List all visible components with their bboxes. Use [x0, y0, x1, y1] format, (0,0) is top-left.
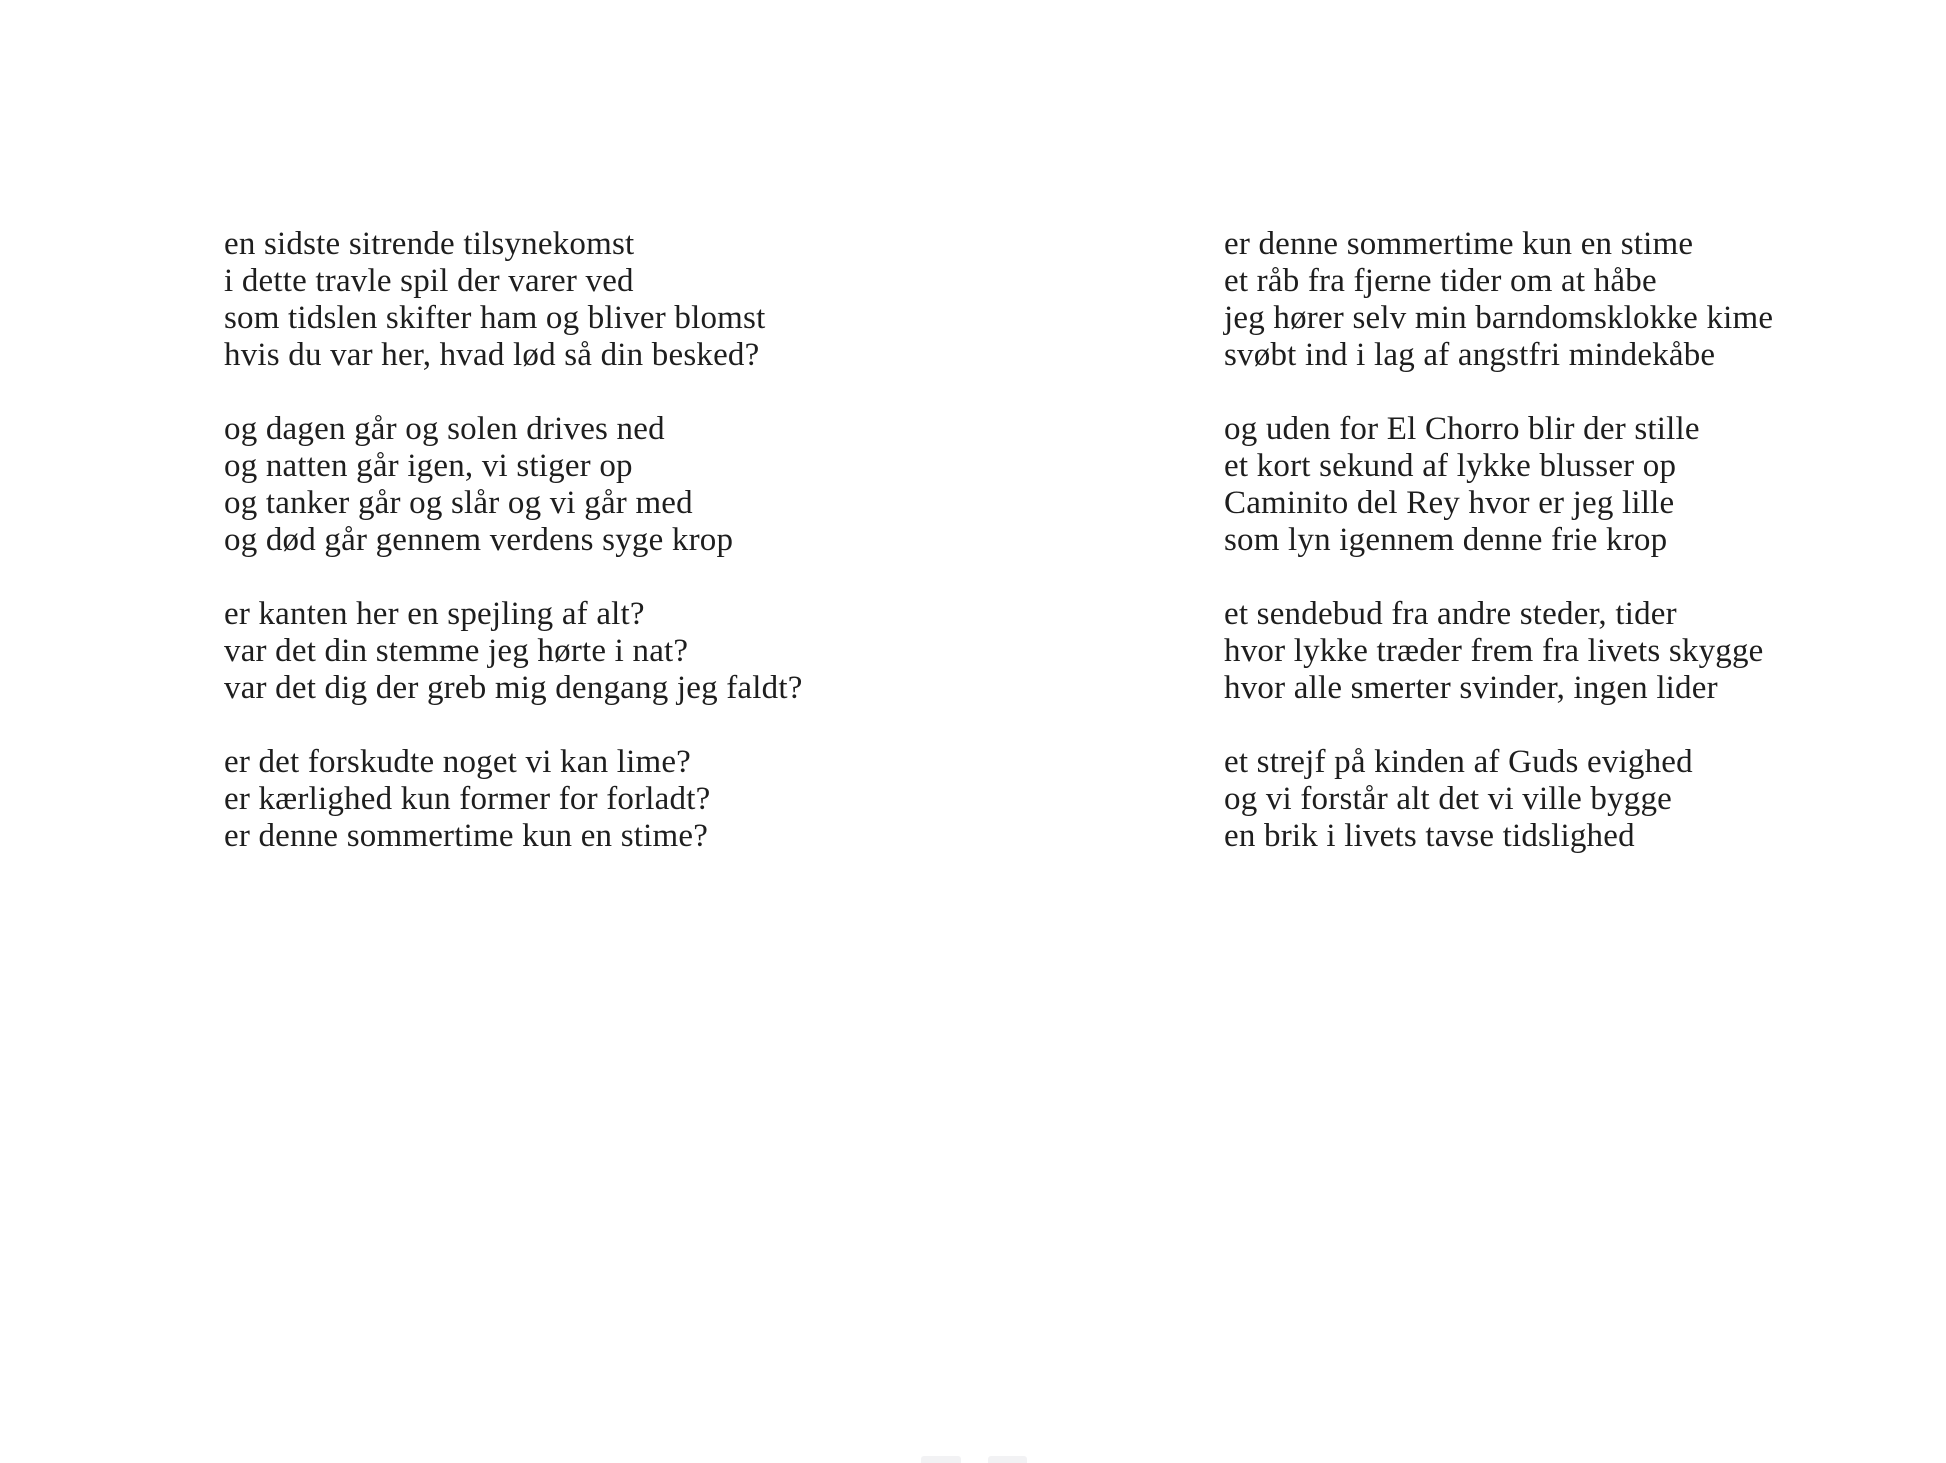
- poem-line: og uden for El Chorro blir der stille: [1224, 411, 1700, 447]
- poem-line: og dagen går og solen drives ned: [224, 411, 665, 447]
- poem-line: et strejf på kinden af Guds evighed: [1224, 744, 1693, 780]
- stanza: [224, 596, 904, 707]
- poem-line: hvor lykke træder frem fra livets skygge: [1224, 633, 1764, 669]
- bottom-page-control-right[interactable]: [988, 1456, 1027, 1463]
- poem-line: og natten går igen, vi stiger op: [224, 448, 633, 484]
- poem-line: er det forskudte noget vi kan lime?: [224, 744, 692, 780]
- poem-line: jeg hører selv min barndomsklokke kime: [1224, 300, 1774, 336]
- stanza: [224, 226, 904, 374]
- poem-line: er denne sommertime kun en stime?: [224, 818, 709, 854]
- poem-line: som tidslen skifter ham og bliver blomst: [224, 300, 766, 336]
- bottom-page-control-left[interactable]: [921, 1456, 961, 1463]
- poem-line: som lyn igennem denne frie krop: [1224, 522, 1668, 558]
- stanza: [224, 744, 904, 855]
- poem-line: en sidste sitrende tilsynekomst: [224, 226, 635, 262]
- poem-line: et kort sekund af lykke blusser op: [1224, 448, 1677, 484]
- poem-line: var det dig der greb mig dengang jeg faldt?: [224, 670, 803, 706]
- poem-line: svøbt ind i lag af angstfri mindekåbe: [1224, 337, 1716, 373]
- stanza: [1224, 411, 1904, 559]
- poem-line: Caminito del Rey hvor er jeg lille: [1224, 485, 1675, 521]
- stanza: [1224, 744, 1904, 855]
- poem-line: er denne sommertime kun en stime: [1224, 226, 1694, 262]
- stanza: [1224, 596, 1904, 707]
- poem-line: og død går gennem verdens syge krop: [224, 522, 734, 558]
- poem-line: hvor alle smerter svinder, ingen lider: [1224, 670, 1718, 706]
- poem-line: er kærlighed kun former for forladt?: [224, 781, 711, 817]
- right-page-poem-column: [1224, 226, 1904, 892]
- stanza: [1224, 226, 1904, 374]
- poem-line: en brik i livets tavse tidslighed: [1224, 818, 1635, 854]
- poem-line: et råb fra fjerne tider om at håbe: [1224, 263, 1657, 299]
- poem-line: et sendebud fra andre steder, tider: [1224, 596, 1677, 632]
- poem-line: i dette travle spil der varer ved: [224, 263, 634, 299]
- poem-line: er kanten her en spejling af alt?: [224, 596, 645, 632]
- poem-line: og tanker går og slår og vi går med: [224, 485, 693, 521]
- poem-line: var det din stemme jeg hørte i nat?: [224, 633, 689, 669]
- left-page-poem-column: [224, 226, 904, 892]
- poem-line: og vi forstår alt det vi ville bygge: [1224, 781, 1673, 817]
- stanza: [224, 411, 904, 559]
- poem-line: hvis du var her, hvad lød så din besked?: [224, 337, 760, 373]
